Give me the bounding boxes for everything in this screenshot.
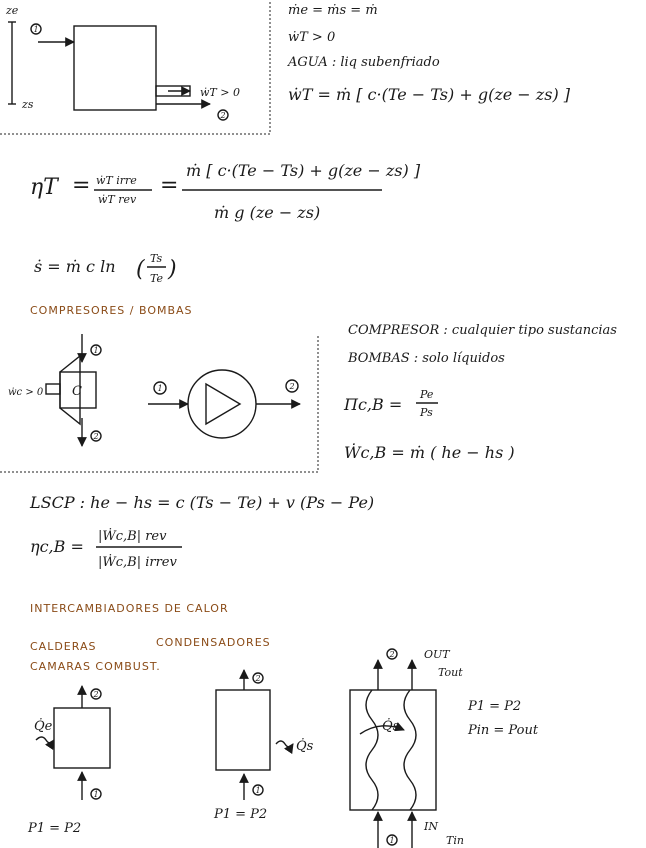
compressor-diagram: [8, 334, 101, 446]
work-positive: ẇT > 0: [288, 30, 336, 45]
eff-rhs-num: ṁ [ c·(Te − Ts) + g(ze − zs) ]: [186, 161, 421, 180]
compressors-title: COMPRESORES / BOMBAS: [30, 304, 193, 317]
entropy-frac-num: Ts: [150, 252, 163, 265]
zs-label: zs: [22, 98, 34, 111]
camaras-label: CAMARAS COMBUST.: [30, 660, 161, 673]
compressor-notes: [343, 323, 617, 462]
stream-wave-left: [366, 690, 378, 810]
compressor-work-eq: Ẇc,B = ṁ ( he − hs ): [344, 443, 515, 462]
stream-wave-right: [404, 690, 416, 810]
compressor-frame: [0, 334, 318, 472]
svg-text:1: 1: [389, 836, 395, 845]
exchanger-qs: Q̇s: [382, 719, 400, 734]
eta-symbol: ηT: [30, 175, 58, 200]
out-label: OUT: [424, 648, 450, 661]
svg-text:1: 1: [255, 786, 261, 795]
condenser-p-eq: P1 = P2: [214, 807, 268, 822]
mass-balance: ṁe = ṁs = ṁ: [288, 3, 378, 18]
pump-triangle: [206, 384, 240, 424]
boiler-qe: Q̇e: [34, 719, 53, 734]
svg-text:2: 2: [289, 382, 295, 391]
compressor-eta-den: |Ẇc,B| irrev: [98, 555, 177, 570]
eff-rhs-den: ṁ g (ze − zs): [214, 203, 321, 222]
heat-out-arrow: [276, 741, 293, 747]
pump-diagram: [148, 370, 300, 438]
water-state: AGUA : liq subenfriado: [288, 55, 440, 70]
svg-text:): ): [168, 257, 177, 282]
turbine-notes: [287, 3, 571, 104]
lscp-eq: LSCP : he − hs = c (Ts − Te) + v (Ps − Pe): [30, 493, 375, 512]
boiler-diagram: [27, 686, 110, 836]
exchanger-p-eq: P1 = P2: [468, 699, 522, 714]
turbine-diagram: [0, 0, 270, 134]
turbine-efficiency: [30, 161, 421, 222]
condensadores-label: CONDENSADORES: [156, 636, 271, 649]
svg-text:1: 1: [33, 25, 39, 34]
svg-text:2: 2: [389, 650, 395, 659]
exchanger-diagram: [350, 648, 539, 848]
svg-text:1: 1: [157, 384, 163, 393]
tin-label: Tin: [446, 834, 464, 847]
condenser-box: [216, 690, 270, 770]
svg-text:=: =: [160, 173, 179, 198]
pressure-ratio: Πc,B =: [344, 395, 403, 414]
compressor-shaft: [46, 384, 60, 394]
condenser-diagram: [213, 670, 314, 822]
compressor-eta: ηc,B =: [30, 537, 84, 556]
compressor-note: COMPRESOR : cualquier tipo sustancias: [348, 323, 617, 338]
svg-text:1: 1: [93, 790, 99, 799]
turbine-energy-eq: ẇT = ṁ [ c·(Te − Ts) + g(ze − zs) ]: [288, 85, 571, 104]
condenser-qs: Q̇s: [296, 739, 314, 754]
entropy-frac-den: Te: [150, 272, 163, 285]
svg-text:2: 2: [93, 432, 99, 441]
exchanger-box: [350, 690, 436, 810]
boiler-box: [54, 708, 110, 768]
exchangers-title: INTERCAMBIADORES DE CALOR: [30, 602, 229, 615]
svg-text:2: 2: [255, 674, 261, 683]
in-label: IN: [424, 820, 438, 833]
wc-label: ẇc > 0: [8, 387, 44, 398]
turbine-box: [74, 26, 156, 110]
eff-den: ẇT rev: [98, 193, 137, 206]
eff-num: ẇT irre: [96, 174, 137, 187]
svg-text:1: 1: [93, 346, 99, 355]
compressor-c: C: [72, 384, 82, 399]
ze-label: ze: [6, 4, 19, 17]
svg-text:=: =: [72, 173, 91, 198]
svg-text:(: (: [136, 257, 145, 282]
svg-text:2: 2: [220, 111, 226, 120]
wt-output-label: ẇT > 0: [200, 86, 240, 99]
calderas-label: CALDERAS: [30, 640, 97, 653]
entropy-lhs: ṡ = ṁ c ln: [34, 257, 116, 276]
svg-text:Ps: Ps: [420, 406, 433, 419]
tout-label: Tout: [438, 666, 463, 679]
svg-text:2: 2: [93, 690, 99, 699]
turbine-frame: [0, 0, 270, 134]
compressor-efficiency: [30, 527, 182, 570]
heat-in-arrow: [36, 737, 54, 743]
pin-pout-eq: Pin = Pout: [468, 723, 539, 738]
boiler-p-eq: P1 = P2: [28, 821, 82, 836]
pump-note: BOMBAS : solo líquidos: [348, 351, 505, 366]
entropy-eq: [34, 252, 177, 285]
compressor-eta-num: |Ẇc,B| rev: [98, 529, 167, 544]
svg-text:Pe: Pe: [420, 388, 434, 401]
pump-circle: [188, 370, 256, 438]
